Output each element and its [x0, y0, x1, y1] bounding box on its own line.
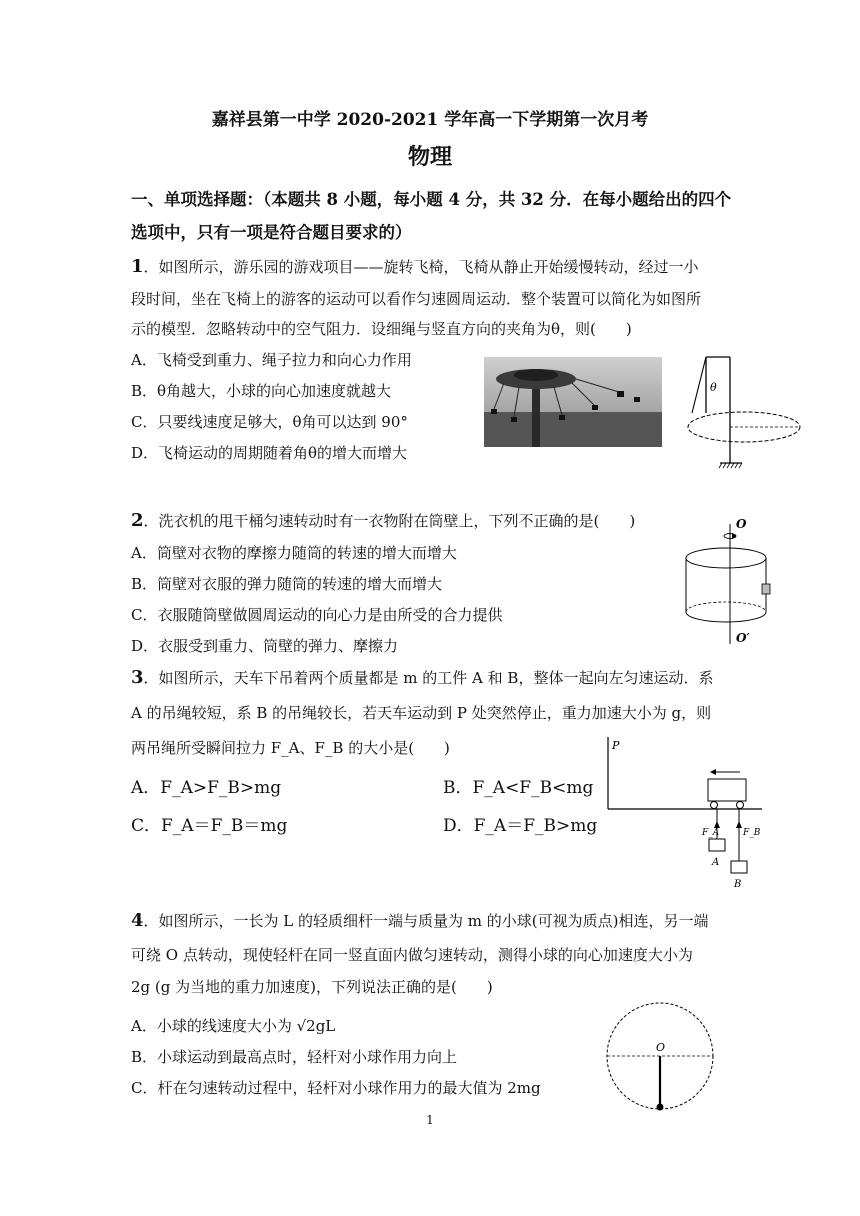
page-number: 1 [426, 1113, 434, 1127]
question-4-line1 [131, 910, 709, 931]
q3-option-c: C．F_A＝F_B＝mg [131, 816, 288, 836]
label-fa: F_A [702, 828, 720, 838]
swing-model-diagram [684, 355, 804, 470]
label-fb: F_B [743, 828, 761, 838]
question-number: 4 [131, 910, 144, 931]
q4-option-c: C．杆在匀速转动过程中，轻杆对小球作用力的最大值为 2mg [131, 1079, 541, 1097]
q3-option-d: D．F_A＝F_B>mg [443, 816, 598, 836]
question-1-line2: 段时间，坐在飞椅上的游客的运动可以看作匀速圆周运动．整个装置可以简化为如图所 [131, 290, 702, 308]
question-number: 3 [131, 667, 144, 688]
swing-ride-photo [484, 357, 662, 447]
q2-option-b: B．筒壁对衣服的弹力随筒的转速的增大而增大 [131, 575, 443, 593]
axis-bottom-label: O′ [736, 631, 750, 645]
q2-option-c: C．衣服随筒壁做圆周运动的向心力是由所受的合力提供 [131, 606, 503, 624]
question-4-line3: 2g (g 为当地的重力加速度)，下列说法正确的是( ) [131, 978, 493, 996]
q2-option-a: A．筒壁对衣物的摩擦力随筒的转速的增大而增大 [131, 544, 457, 562]
question-4-line2: 可绕 O 点转动，现使轻杆在同一竖直面内做匀速转动，测得小球的向心加速度大小为 [131, 946, 693, 964]
subject-title: 物理 [407, 144, 452, 170]
question-text: ．洗衣机的甩干桶匀速转动时有一衣物附在筒壁上，下列不正确的是( ) [143, 512, 636, 530]
q3-option-b: B．F_A<F_B<mg [443, 778, 594, 798]
crane-diagram [600, 735, 770, 895]
spin-drum-diagram [680, 516, 780, 646]
question-number: 1 [131, 256, 144, 277]
question-3-line1 [131, 667, 713, 688]
theta-label: θ [710, 381, 717, 394]
label-p: P [612, 739, 620, 752]
label-a: A [712, 857, 720, 868]
question-text: ．如图所示，游乐园的游戏项目——旋转飞椅，飞椅从静止开始缓慢转动，经过一小 [143, 258, 699, 276]
label-b: B [734, 879, 742, 890]
q1-option-b: B．θ角越大，小球的向心加速度就越大 [131, 382, 392, 400]
q1-option-c: C．只要线速度足够大，θ角可以达到 90° [131, 413, 408, 431]
question-3-line2: A 的吊绳较短，系 B 的吊绳较长，若天车运动到 P 处突然停止，重力加速大小为 g，则 [131, 704, 712, 722]
section-heading-line1: 一、单项选择题：（本题共 8 小题，每小题 4 分，共 32 分．在每小题给出的四个 [131, 190, 732, 209]
q1-option-d: D．飞椅运动的周期随着角θ的增大而增大 [131, 444, 408, 462]
section-heading-line2: 选项中，只有一项是符合题目要求的） [131, 223, 412, 242]
q1-option-a: A．飞椅受到重力、绳子拉力和向心力作用 [131, 351, 412, 369]
question-text: ．如图所示，天车下吊着两个质量都是 m 的工件 A 和 B，整体一起向左匀速运动．系 [143, 669, 714, 687]
q2-option-d: D．衣服受到重力、筒壁的弹力、摩擦力 [131, 637, 399, 655]
q4-option-a: A．小球的线速度大小为 √2gL [131, 1017, 336, 1035]
q4-option-b: B．小球运动到最高点时，轻杆对小球作用力向上 [131, 1048, 458, 1066]
axis-top-label: O [736, 517, 747, 531]
question-3-line3: 两吊绳所受瞬间拉力 F_A、F_B 的大小是( ) [131, 739, 450, 757]
rod-circle-diagram [600, 1000, 720, 1112]
question-number: 2 [131, 510, 144, 531]
question-text: ．如图所示，一长为 L 的轻质细杆一端与质量为 m 的小球(可视为质点)相连，另一端 [143, 912, 709, 930]
q3-option-a: A．F_A>F_B>mg [131, 778, 282, 798]
exam-title: 嘉祥县第一中学 2020-2021 学年高一下学期第一次月考 [211, 110, 649, 130]
question-2-line1 [131, 510, 635, 531]
question-1-line3: 示的模型．忽略转动中的空气阻力．设细绳与竖直方向的夹角为θ，则( ) [131, 320, 632, 338]
question-1-line1 [131, 256, 699, 277]
pivot-o-label: O [656, 1041, 666, 1054]
